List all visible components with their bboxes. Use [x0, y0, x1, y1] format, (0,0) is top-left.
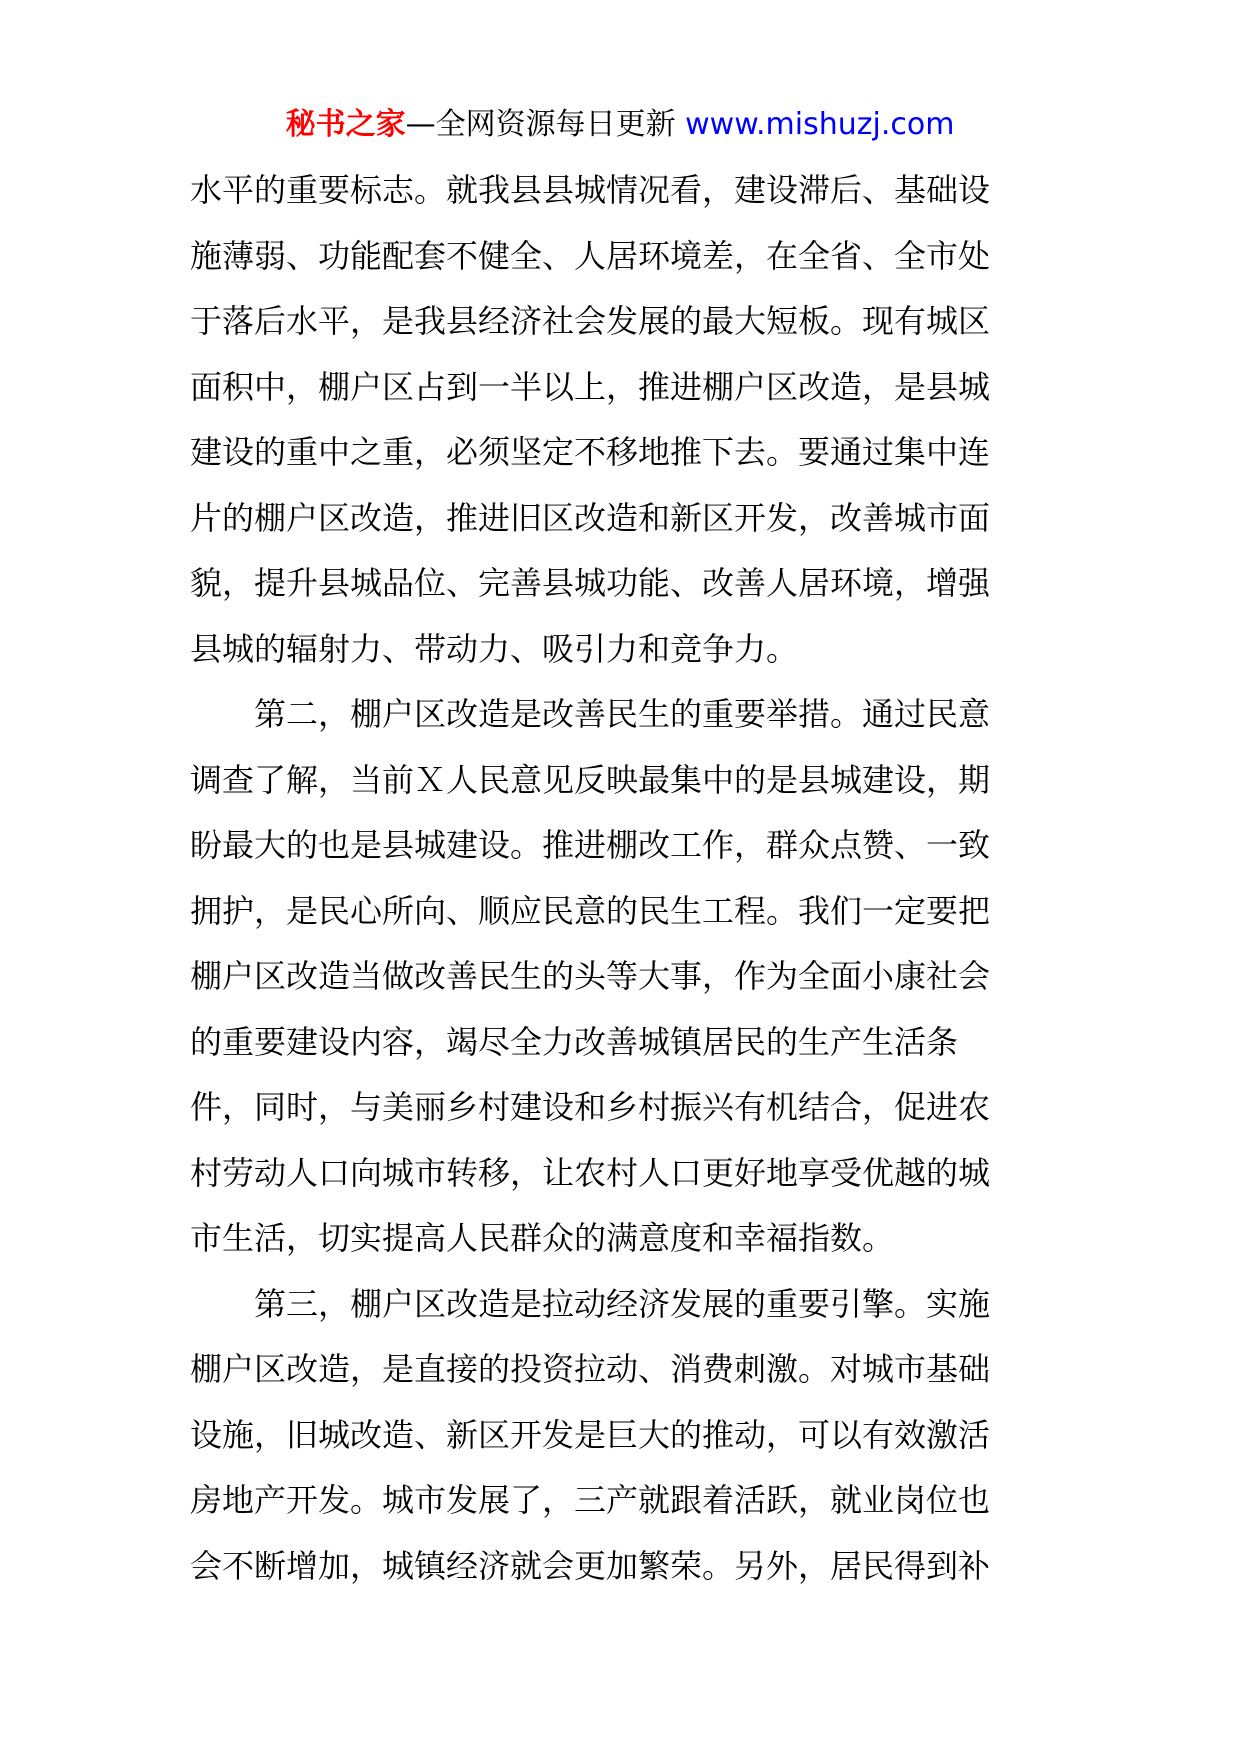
text-line: 貌，提升县城品位、完善县城功能、改善人居环境，增强	[190, 564, 991, 602]
text-line: 村劳动人口向城市转移，让农村人口更好地享受优越的城	[190, 1153, 991, 1192]
paragraph-start-line: 第三，棚户区改造是拉动经济发展的重要引擎。实施	[190, 1284, 991, 1323]
text-line: 房地产开发。城市发展了，三产就跟着活跃，就业岗位也	[190, 1481, 991, 1519]
page-header	[0, 103, 1240, 147]
text-line: 片的棚户区改造，推进旧区改造和新区开发，改善城市面	[190, 498, 991, 537]
text-line: 于落后水平，是我县经济社会发展的最大短板。现有城区	[190, 302, 991, 340]
text-line: 设施，旧城改造、新区开发是巨大的推动，可以有效激活	[190, 1415, 991, 1454]
text-line: 棚户区改造当做改善民生的头等大事，作为全面小康社会	[190, 957, 991, 995]
document-body	[190, 168, 1060, 1609]
text-line: 县城的辐射力、带动力、吸引力和竞争力。	[190, 629, 799, 668]
paragraph-start-line: 第二，棚户区改造是改善民生的重要举措。通过民意	[190, 695, 991, 733]
text-line: 件，同时，与美丽乡村建设和乡村振兴有机结合，促进农	[190, 1088, 991, 1126]
text-line: 调查了解，当前Ｘ人民意见反映最集中的是县城建设，期	[190, 760, 991, 799]
text-line: 会不断增加，城镇经济就会更加繁荣。另外，居民得到补	[190, 1546, 991, 1585]
text-line: 拥护，是民心所向、顺应民意的民生工程。我们一定要把	[190, 891, 991, 930]
text-line: 面积中，棚户区占到一半以上，推进棚户区改造，是县城	[190, 367, 991, 406]
site-url-link[interactable]: www.mishuzj.com	[685, 107, 955, 142]
header-tagline: —全网资源每日更新	[405, 107, 686, 142]
text-line: 的重要建设内容，竭尽全力改善城镇居民的生产生活条	[190, 1022, 959, 1061]
text-line: 市生活，切实提高人民群众的满意度和幸福指数。	[190, 1219, 895, 1257]
text-line: 盼最大的也是县城建设。推进棚改工作，群众点赞、一致	[190, 826, 991, 864]
text-line: 棚户区改造，是直接的投资拉动、消费刺激。对城市基础	[190, 1350, 991, 1388]
text-line: 水平的重要标志。就我县县城情况看，建设滞后、基础设	[190, 171, 991, 209]
text-line: 建设的重中之重，必须坚定不移地推下去。要通过集中连	[190, 433, 991, 471]
text-line: 施薄弱、功能配套不健全、人居环境差，在全省、全市处	[190, 236, 991, 275]
brand-name: 秘书之家	[285, 107, 406, 142]
